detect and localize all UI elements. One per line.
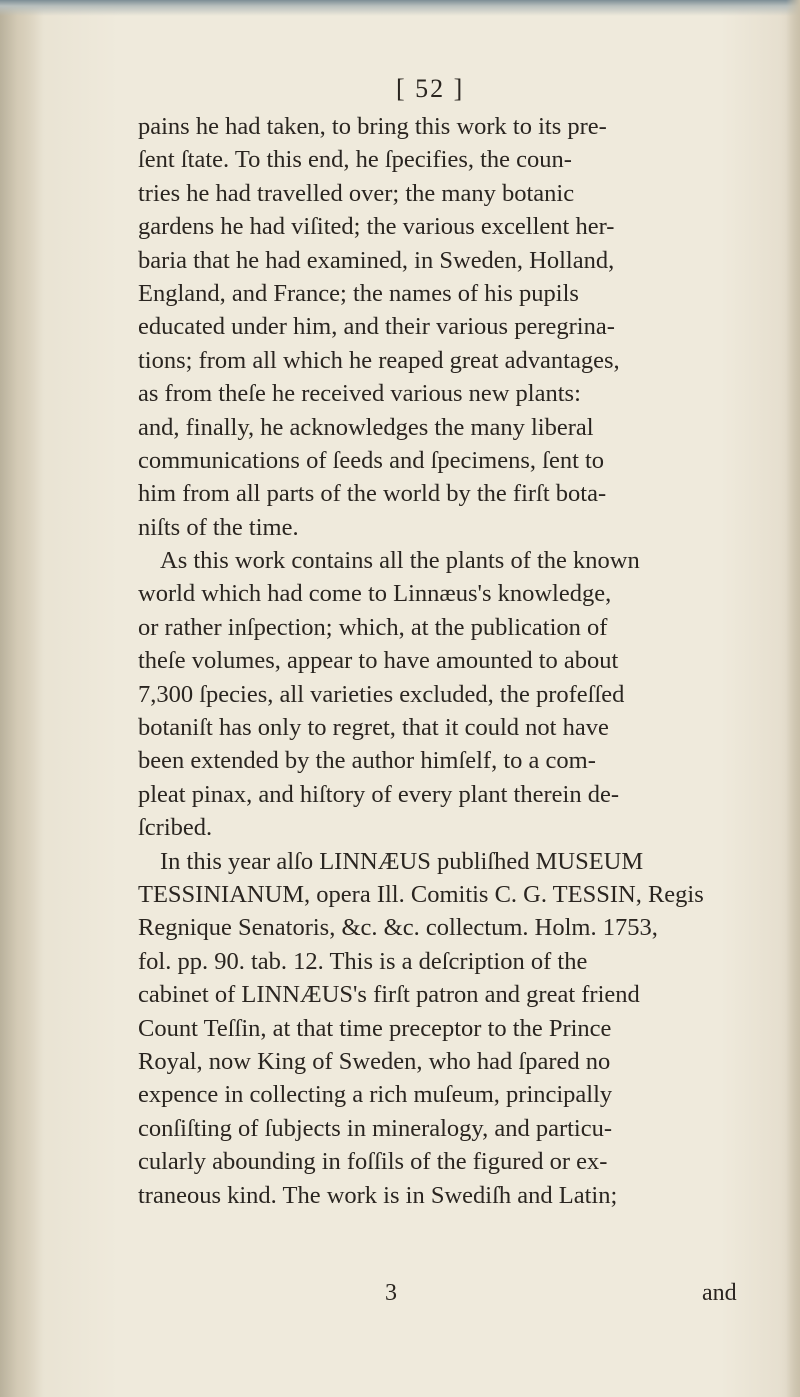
text-line: baria that he had examined, in Sweden, Holland, [138, 246, 615, 274]
text-line: theſe volumes, appear to have amounted to about [138, 647, 619, 675]
text-line: cabinet of LINNÆUS's firſt patron and great friend [138, 981, 640, 1009]
body-text [138, 110, 798, 1212]
text-line: as from theſe he received various new plants: [138, 380, 581, 408]
binding-shadow [0, 0, 44, 1397]
text-line: ſcribed. [138, 814, 213, 842]
text-line: gardens he had viſited; the various excellent her- [138, 213, 615, 241]
text-line: been extended by the author himſelf, to a com- [138, 747, 596, 775]
text-line: fol. pp. 90. tab. 12. This is a deſcription of the [138, 947, 588, 975]
top-edge [0, 0, 800, 16]
text-line: world which had come to Linnæus's knowledge, [138, 580, 612, 608]
text-line: him from all parts of the world by the firſt bota- [138, 480, 607, 508]
text-line: niſts of the time. [138, 513, 299, 541]
text-line: or rather inſpection; which, at the publication of [138, 613, 608, 641]
text-line: TESSINIANUM, opera Ill. Comitis C. G. TESSIN, Regis [138, 880, 704, 908]
text-line: pleat pinax, and hiſtory of every plant therein de- [138, 780, 619, 808]
text-line: As this work contains all the plants of the known [160, 547, 640, 575]
text-line: botaniſt has only to regret, that it could not have [138, 714, 609, 742]
text-line: traneous kind. The work is in Swediſh and Latin; [138, 1181, 618, 1209]
text-line: ſent ſtate. To this end, he ſpecifies, the coun- [138, 146, 572, 174]
text-line: Regnique Senatoris, &c. &c. collectum. Holm. 1753, [138, 914, 658, 942]
text-line: In this year alſo LINNÆUS publiſhed MUSEUM [160, 847, 644, 875]
text-line: expence in collecting a rich muſeum, principally [138, 1081, 613, 1109]
text-line: Count Teſſin, at that time preceptor to the Prince [138, 1014, 612, 1042]
text-line: cularly abounding in foſſils of the figured or ex- [138, 1148, 608, 1176]
catchword: and [702, 1280, 737, 1306]
text-line: tions; from all which he reaped great advantages, [138, 346, 620, 374]
text-line: communications of ſeeds and ſpecimens, ſent to [138, 446, 605, 474]
text-line: tries he had travelled over; the many botanic [138, 179, 575, 207]
text-line: Royal, now King of Sweden, who had ſpared no [138, 1047, 611, 1075]
text-line: England, and France; the names of his pupils [138, 279, 579, 307]
signature-mark: 3 [385, 1280, 397, 1306]
text-line: educated under him, and their various peregrina- [138, 313, 615, 341]
text-line: conſiſting of ſubjects in mineralogy, and particu- [138, 1114, 612, 1142]
text-line: and, finally, he acknowledges the many liberal [138, 413, 594, 441]
text-line: 7,300 ſpecies, all varieties excluded, the profeſſed [138, 680, 625, 708]
page-number: [ 52 ] [396, 74, 465, 103]
text-line: pains he had taken, to bring this work to its pre- [138, 113, 607, 140]
